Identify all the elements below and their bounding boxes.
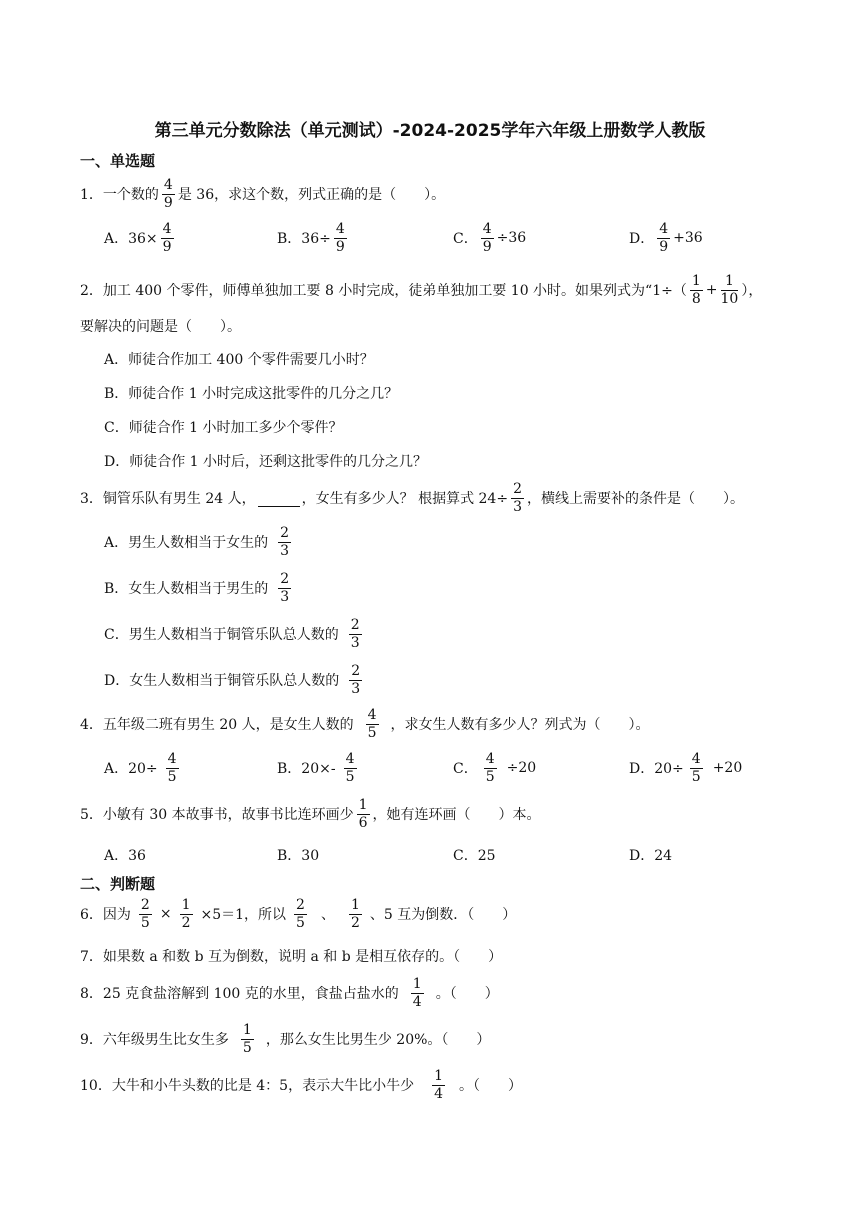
option-b[interactable]: B．20×- $\frac{4}{5}$ (277, 750, 355, 785)
question-5: 5．小敏有 30 本故事书，故事书比连环画少 $\frac{1}{6}$ ，她有连环画（ ）本。 (80, 796, 541, 831)
fraction: $\frac{4}{9}$ (163, 176, 173, 211)
question-8: 8．25 克食盐溶解到 100 克的水里，食盐占盐水的 $\frac{1}{4}$ 。（ ） (80, 975, 499, 1010)
question-9: 9．六年级男生比女生多 $\frac{1}{5}$ ，那么女生比男生少 20%。（ ） (80, 1021, 491, 1056)
fraction: $\frac{2}{5}$ (140, 896, 150, 931)
fraction: $\frac{1}{5}$ (242, 1021, 252, 1056)
option-b[interactable]: B．30 (277, 848, 320, 864)
option-d[interactable]: D．师徒合作 1 小时后，还剩这批零件的几分之几？ (104, 454, 428, 470)
question-4: 4．五年级二班有男生 20 人，是女生人数的 $\frac{4}{5}$ ，求女生人数有多少人？列式为（ ）。 (80, 706, 650, 741)
fraction: $\frac{1}{8}$ (691, 272, 701, 307)
fraction: $\frac{1}{2}$ (350, 896, 360, 931)
section-heading-true-false: 二、判断题 (80, 875, 156, 893)
option-b[interactable]: B．女生人数相当于男生的 $\frac{2}{3}$ (104, 570, 290, 605)
option-c[interactable]: C．师徒合作 1 小时加工多少个零件？ (104, 420, 343, 436)
option-a[interactable]: A．20÷ $\frac{4}{5}$ (104, 750, 177, 785)
question-2: 2．加工 400 个零件，师傅单独加工要 8 小时完成，徒弟单独加工要 10 小时。如果列式为“1÷（ $\frac{1}{8}$ + $\frac{1}{10}$ ）， (80, 272, 763, 307)
option-d[interactable]: D．24 (629, 848, 673, 864)
fraction: $\frac{1}{2}$ (181, 896, 191, 931)
option-c[interactable]: C． $\frac{4}{5}$ ÷20 (453, 750, 537, 785)
question-3: 3．铜管乐队有男生 24 人， ，女生有多少人？ 根据算式 24÷ $\frac{2}{3}$ ，横线上需要补的条件是（ ）。 (80, 480, 744, 515)
option-c[interactable]: C． $\frac{4}{9}$ ÷36 (453, 220, 527, 255)
option-a[interactable]: A．36× $\frac{4}{9}$ (104, 220, 172, 255)
question-2-line-2: 要解决的问题是（ ）。 (80, 319, 241, 335)
option-b[interactable]: B．36÷ $\frac{4}{9}$ (277, 220, 345, 255)
option-d[interactable]: D． $\frac{4}{9}$ +36 (629, 220, 703, 255)
question-text: 1．一个数的 (80, 187, 159, 203)
question-7: 7．如果数 a 和数 b 互为倒数，说明 a 和 b 是相互依存的。（ ） (80, 949, 503, 965)
option-d[interactable]: D．女生人数相当于铜管乐队总人数的 $\frac{2}{3}$ (104, 662, 361, 697)
fraction: $\frac{2}{3}$ (513, 480, 522, 515)
question-1 (80, 172, 445, 216)
fraction: $\frac{1}{6}$ (358, 796, 368, 831)
fraction: $\frac{1}{4}$ (434, 1067, 443, 1102)
option-d[interactable]: D．20÷ $\frac{4}{5}$ +20 (629, 750, 743, 785)
question-6: 6．因为 $\frac{2}{5}$ × $\frac{1}{2}$ ×5＝1，所以 $\frac{2}{5}$ 、 $\frac{1}{2}$ 、5 互为倒数．（ ） (80, 896, 517, 931)
answer-blank[interactable] (258, 490, 300, 507)
fraction: $\frac{1}{10}$ (720, 272, 739, 307)
option-a[interactable]: A．36 (104, 848, 146, 864)
option-c[interactable]: C．25 (453, 848, 496, 864)
option-b[interactable]: B．师徒合作 1 小时完成这批零件的几分之几？ (104, 386, 399, 402)
page-title: 第三单元分数除法（单元测试）-2024-2025学年六年级上册数学人教版 (154, 121, 706, 141)
fraction: $\frac{1}{4}$ (412, 975, 422, 1010)
question-10: 10．大牛和小牛头数的比是 4：5，表示大牛比小牛少 $\frac{1}{4}$ 。（ ） (80, 1067, 522, 1102)
option-a[interactable]: A．男生人数相当于女生的 $\frac{2}{3}$ (104, 524, 290, 559)
question-text: 是 36，求这个数，列式正确的是（ ）。 (177, 187, 446, 203)
option-a[interactable]: A．师徒合作加工 400 个零件需要几小时？ (104, 352, 374, 368)
fraction: $\frac{2}{5}$ (296, 896, 305, 931)
fraction: $\frac{4}{5}$ (367, 706, 377, 741)
option-c[interactable]: C．男生人数相当于铜管乐队总人数的 $\frac{2}{3}$ (104, 616, 360, 651)
section-heading-single-choice: 一、单选题 (80, 152, 156, 170)
